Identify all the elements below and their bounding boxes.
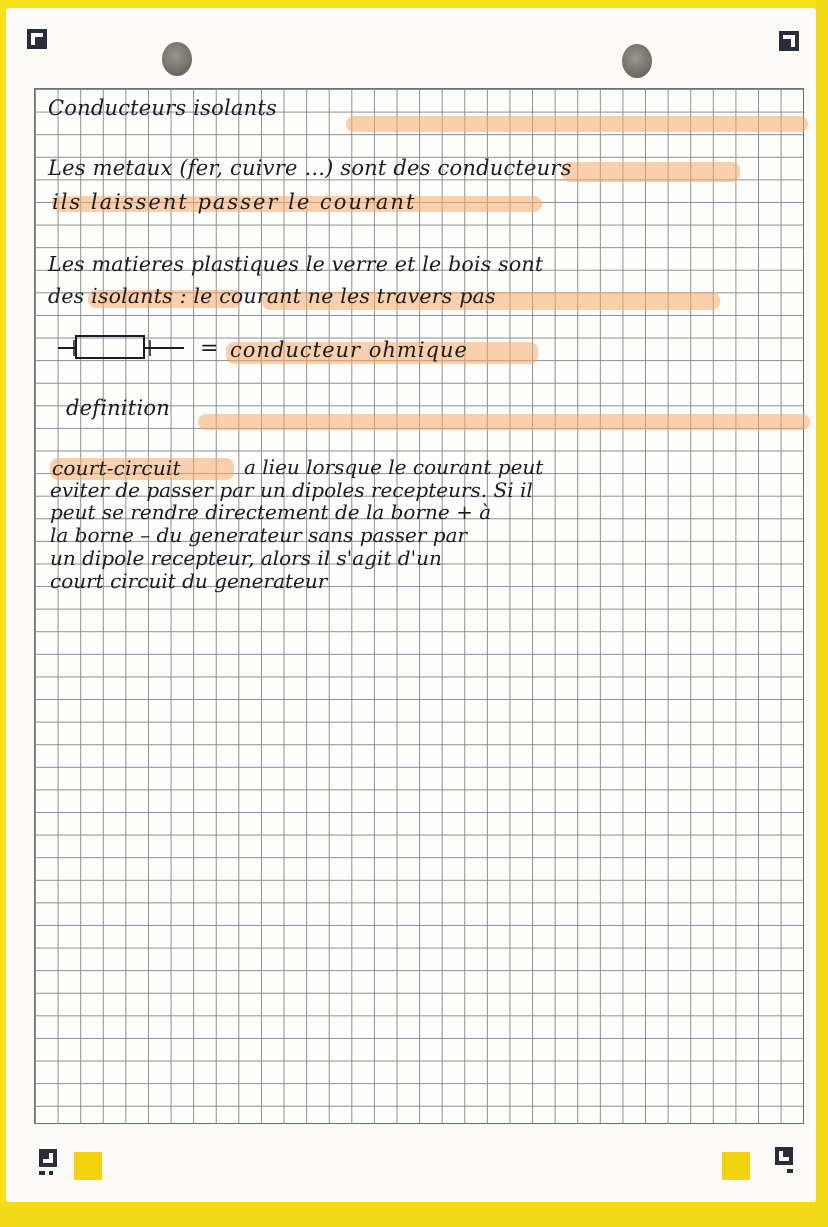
text-isolants: isolants [91, 284, 173, 308]
corner-logo-icon [26, 28, 48, 50]
heading-definition: definition [66, 396, 170, 420]
text-des: des [48, 284, 85, 308]
text-metaux-part1: Les metaux (fer, cuivre ...) sont des [48, 156, 431, 180]
highlight-conducteurs [562, 162, 740, 182]
binder-edge-bottom [0, 1202, 828, 1227]
definition-line: a lieu lorsque le courant peut [244, 455, 544, 479]
corner-logo-icon [774, 1146, 794, 1174]
text-conducteurs: conducteurs [437, 156, 572, 180]
corner-logo-icon [778, 30, 800, 52]
text-metaux-line1 [48, 156, 572, 180]
definition-line: la borne – du generateur sans passer par [50, 523, 468, 548]
definition-line: peut se rendre directement de la borne + à [50, 500, 492, 525]
text-plastiques-line2 [48, 284, 496, 308]
text-resistor-equals: = [200, 336, 219, 361]
definition-line: eviter de passer par un dipoles recepteurs. Si il [50, 477, 533, 502]
corner-logo-icon [38, 1148, 58, 1176]
binder-edge-right [816, 0, 828, 1227]
highlight-heading2 [198, 414, 810, 430]
heading-conducteurs-isolants: Conducteurs isolants [48, 96, 277, 120]
definition-paragraph [50, 456, 543, 592]
definition-line: un dipole recepteur, alors il s'agit d'un [50, 545, 442, 570]
graph-paper-grid [34, 88, 804, 1124]
yellow-marker-square [74, 1152, 102, 1180]
resistor-symbol-icon [58, 332, 188, 362]
yellow-marker-square [722, 1152, 750, 1180]
punch-hole-right [622, 44, 652, 78]
text-metaux-line2: ils laissent passer le courant [52, 190, 417, 214]
text-conducteur-ohmique: conducteur ohmique [230, 338, 468, 362]
highlight-heading1 [346, 116, 808, 132]
definition-line: court circuit du generateur [50, 568, 328, 593]
text-court-circuit-term: court-circuit [52, 456, 181, 480]
text-courant-ne-traverse: : le courant ne les travers pas [179, 284, 496, 308]
punch-hole-left [162, 42, 192, 76]
text-plastiques-line1: Les matieres plastiques le verre et le bois sont [48, 252, 544, 276]
